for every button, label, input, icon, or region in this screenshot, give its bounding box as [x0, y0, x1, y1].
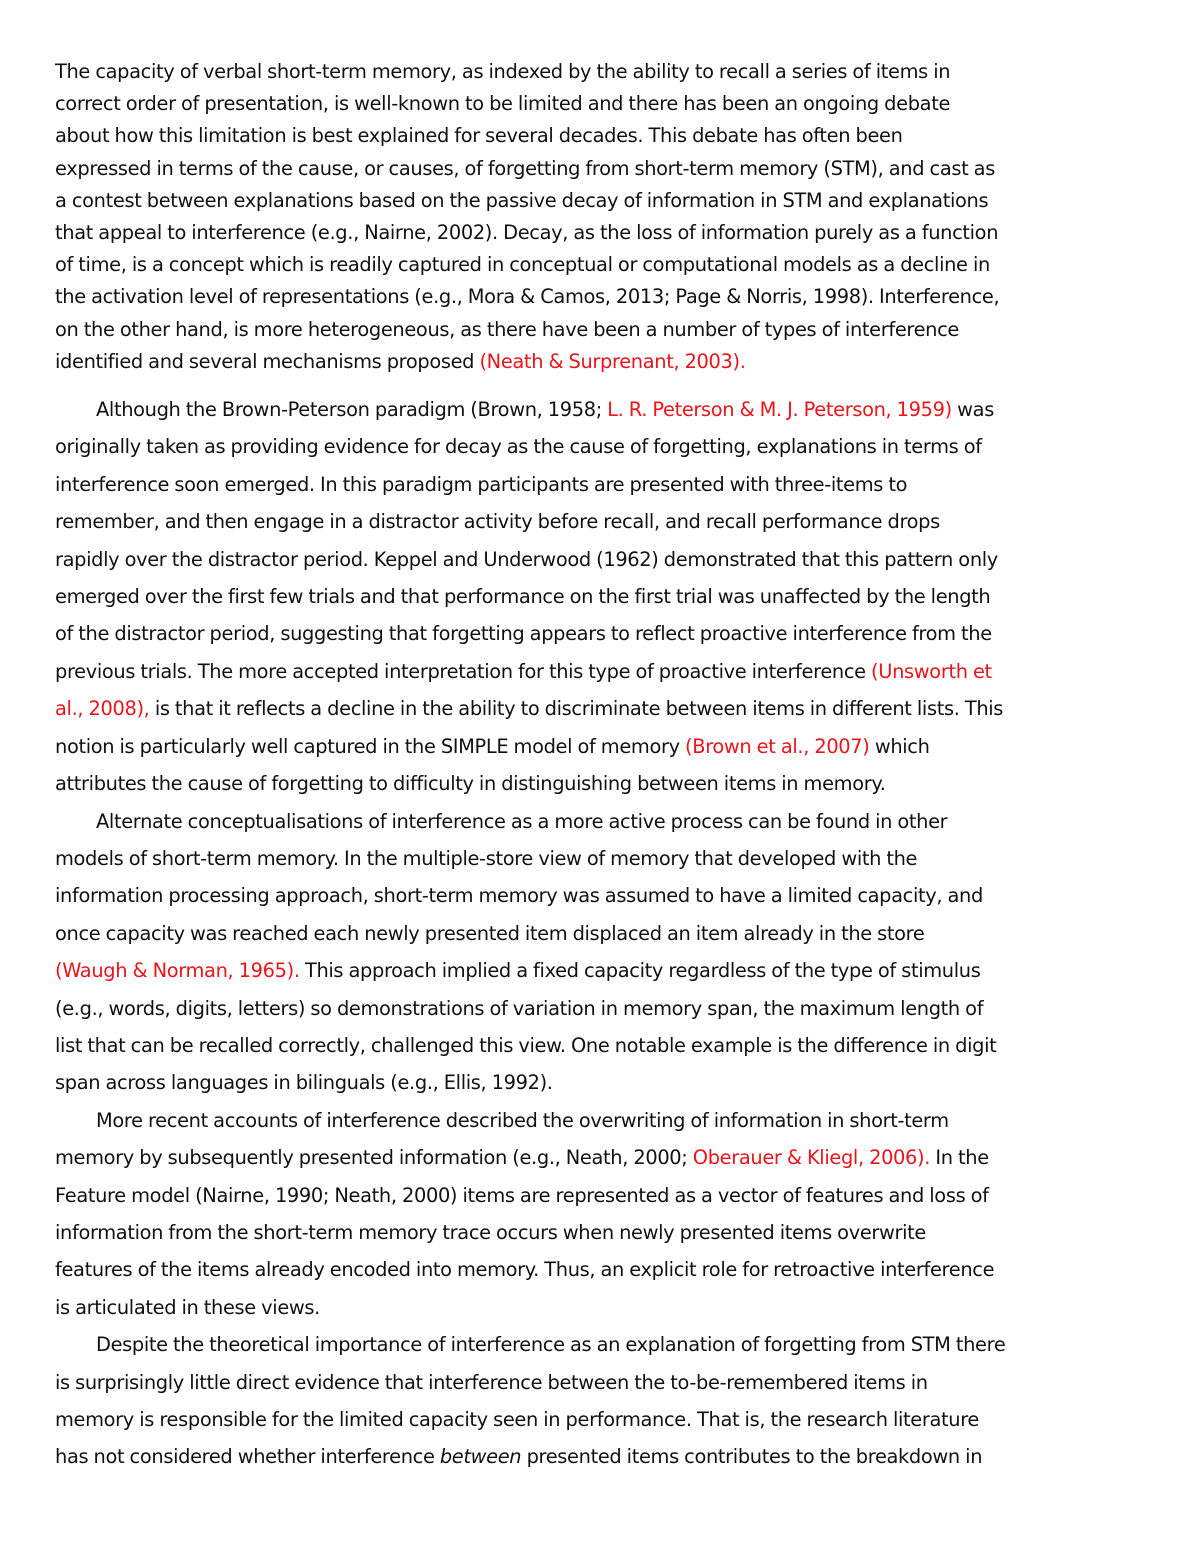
text-line: The capacity of verbal short-term memory, as indexed by the ability to recall a series of items in: [55, 60, 951, 83]
text-line: correct order of presentation, is well-known to be limited and there has been an ongoing debate: [55, 92, 951, 116]
text-run: memory by subsequently presented information (e.g., Neath, 2000;: [55, 1146, 693, 1170]
text-run: presented items contributes to the breakdown in: [521, 1445, 983, 1469]
citation: al., 2008),: [55, 697, 150, 721]
text-line: (e.g., words, digits, letters) so demonstrations of variation in memory span, the maximum length of: [55, 996, 984, 1020]
text-line: memory is responsible for the limited capacity seen in performance. That is, the research literature: [55, 1408, 979, 1431]
paragraph-1: [55, 56, 1147, 378]
text-run: This approach implied a fixed capacity regardless of the type of stimulus: [299, 959, 981, 983]
text-line: [55, 1139, 1147, 1176]
text-line: [55, 952, 1147, 989]
text-line: attributes the cause of forgetting to difficulty in distinguishing between items in memory.: [55, 772, 886, 796]
text-line: [55, 1326, 1147, 1363]
text-line: rapidly over the distractor period. Keppel and Underwood (1962) demonstrated that this pattern only: [55, 547, 998, 571]
text-line: of the distractor period, suggesting that forgetting appears to reflect proactive interference from the: [55, 622, 992, 646]
text-line: span across languages in bilinguals (e.g., Ellis, 1992).: [55, 1071, 553, 1095]
text-line: remember, and then engage in a distractor activity before recall, and recall performance drops: [55, 510, 940, 534]
text-line: [55, 391, 1147, 428]
text-line: expressed in terms of the cause, or causes, of forgetting from short-term memory (STM), and cast as: [55, 156, 995, 180]
text-line: [55, 728, 1147, 765]
citation: (Brown et al., 2007): [685, 734, 870, 758]
text-line: [55, 690, 1147, 727]
remaining-paragraphs: [55, 391, 1147, 1476]
text-line: about how this limitation is best explained for several decades. This debate has often been: [55, 124, 903, 148]
body-text: [55, 56, 1147, 1476]
citation: (Unsworth et: [871, 659, 992, 683]
text-line: originally taken as providing evidence for decay as the cause of forgetting, explanations in terms of: [55, 435, 982, 459]
text-run: previous trials. The more accepted interpretation for this type of proactive interference: [55, 659, 872, 683]
paragraph-2: [55, 391, 1147, 802]
citation: (Waugh & Norman, 1965).: [55, 959, 300, 983]
text-line: the activation level of representations (e.g., Mora & Camos, 2013; Page & Norris, 1998). Interference,: [55, 285, 1000, 309]
text-line: information from the short-term memory trace occurs when newly presented items overwrite: [55, 1220, 927, 1244]
text-line: [55, 803, 1147, 840]
text-run: Alternate conceptualisations of interference as a more active process can be found in other: [96, 809, 948, 833]
text-line: of time, is a concept which is readily captured in conceptual or computational models as a decline in: [55, 253, 990, 277]
text-line: a contest between explanations based on the passive decay of information in STM and explanations: [55, 188, 989, 212]
paragraph-5: [55, 1326, 1147, 1476]
text-run: was: [951, 398, 994, 422]
citation: (Neath & Surprenant, 2003).: [479, 349, 746, 373]
text-line: models of short-term memory. In the multiple-store view of memory that developed with the: [55, 846, 918, 870]
text-line: list that can be recalled correctly, challenged this view. One notable example is the difference in digit: [55, 1033, 997, 1057]
text-line: is surprisingly little direct evidence that interference between the to-be-remembered items in: [55, 1370, 928, 1394]
text-line: is articulated in these views.: [55, 1295, 321, 1319]
text-line: once capacity was reached each newly presented item displaced an item already in the store: [55, 921, 925, 945]
text-run: has not considered whether interference: [55, 1445, 440, 1469]
text-line: features of the items already encoded into memory. Thus, an explicit role for retroactive interference: [55, 1258, 995, 1282]
paragraph-4: [55, 1102, 1147, 1326]
text-line: [55, 653, 1147, 690]
text-run: Although the Brown-Peterson paradigm (Brown, 1958;: [96, 398, 608, 422]
text-line: [55, 1438, 1147, 1475]
text-line: that appeal to interference (e.g., Nairne, 2002). Decay, as the loss of information purely as a function: [55, 221, 999, 245]
text-run: More recent accounts of interference described the overwriting of information in short-term: [96, 1108, 949, 1132]
text-line: interference soon emerged. In this paradigm participants are presented with three-items to: [55, 472, 908, 496]
text-line: on the other hand, is more heterogeneous, as there have been a number of types of interference: [55, 317, 960, 341]
text-line: [55, 346, 1147, 378]
text-line: Feature model (Nairne, 1990; Neath, 2000) items are represented as a vector of features and loss of: [55, 1183, 989, 1207]
emphasis: between: [439, 1445, 522, 1469]
text-line: [55, 1102, 1147, 1139]
text-run: identified and several mechanisms proposed: [55, 349, 480, 373]
text-line: information processing approach, short-term memory was assumed to have a limited capacity, and: [55, 884, 983, 908]
text-run: is that it reflects a decline in the ability to discriminate between items in different lists. This: [149, 697, 1004, 721]
text-run: which: [869, 734, 930, 758]
citation: Oberauer & Kliegl, 2006).: [692, 1146, 931, 1170]
paragraph-3: [55, 803, 1147, 1102]
text-run: Despite the theoretical importance of interference as an explanation of forgetting from STM there: [96, 1333, 1006, 1357]
citation: L. R. Peterson & M. J. Peterson, 1959): [607, 398, 952, 422]
text-line: emerged over the first few trials and that performance on the first trial was unaffected by the length: [55, 585, 991, 609]
text-run: In the: [930, 1146, 989, 1170]
text-run: notion is particularly well captured in the SIMPLE model of memory: [55, 734, 686, 758]
